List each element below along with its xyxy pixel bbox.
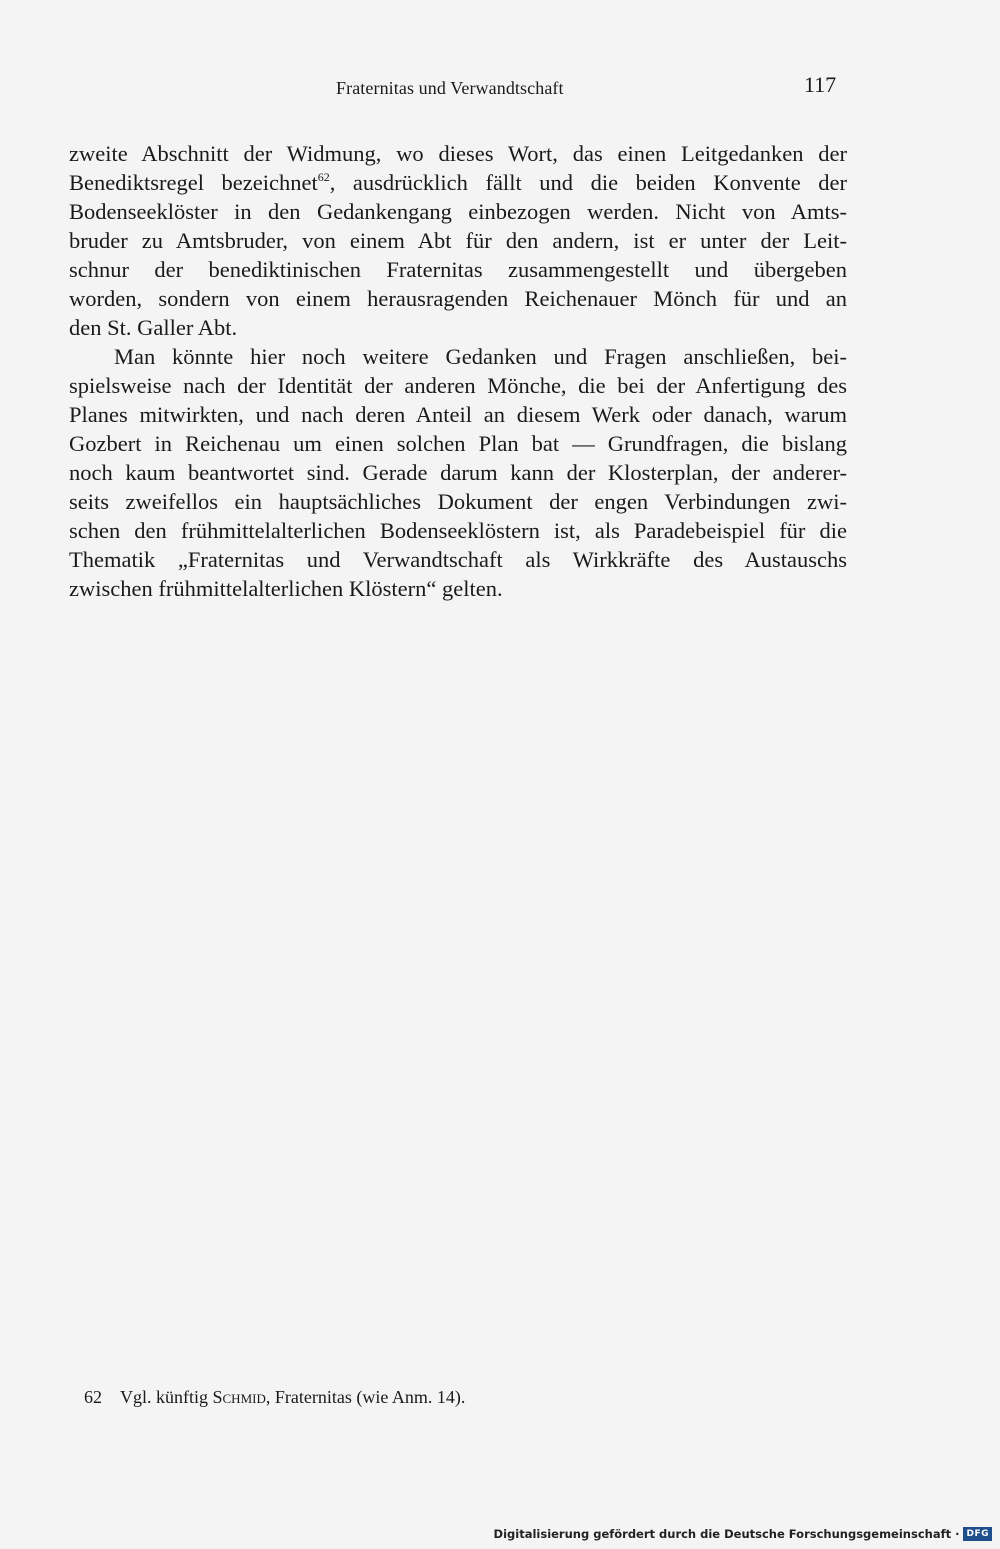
paragraph-2 xyxy=(69,342,847,603)
text-line: noch kaum beantwortet sind. Gerade darum kann der Klosterplan, der anderer- xyxy=(69,460,847,485)
running-title: Fraternitas und Verwandtschaft xyxy=(336,78,564,98)
credit-separator: · xyxy=(955,1527,960,1541)
text-line: Bodenseeklöster in den Gedankengang einbezogen werden. Nicht von Amts- xyxy=(69,199,847,224)
text-line: Thematik „Fraternitas und Verwandtschaft als Wirkkräfte des Austauschs xyxy=(69,547,847,572)
footnote-reference[interactable]: 62 xyxy=(317,170,330,184)
text-line: Gozbert in Reichenau um einen solchen Plan bat — Grundfragen, die bislang xyxy=(69,431,847,456)
footnote-author: Schmid xyxy=(212,1387,266,1407)
dfg-logo-icon: DFG xyxy=(963,1527,992,1541)
funding-credit-text: Digitalisierung gefördert durch die Deutsche Forschungsgemeinschaft xyxy=(493,1527,952,1541)
text-fragment: , ausdrücklich fällt und die beiden Konvente der xyxy=(329,170,847,195)
footnote-text: , Fraternitas (wie Anm. 14). xyxy=(265,1387,466,1407)
footnote-text: Vgl. künftig xyxy=(120,1387,213,1407)
footnote xyxy=(84,1387,465,1408)
body-text xyxy=(69,139,847,603)
text-fragment: Benediktsregel bezeichnet xyxy=(69,170,318,195)
text-line: Planes mitwirkten, und nach deren Anteil an diesem Werk oder danach, warum xyxy=(69,402,847,427)
text-line: Man könnte hier noch weitere Gedanken und Fragen anschließen, bei- xyxy=(114,344,847,369)
text-line xyxy=(69,168,847,197)
footnote-number: 62 xyxy=(84,1387,102,1407)
paragraph-1 xyxy=(69,139,847,342)
text-line: bruder zu Amtsbruder, von einem Abt für den andern, ist er unter der Leit- xyxy=(69,228,847,253)
text-line: zweite Abschnitt der Widmung, wo dieses Wort, das einen Leitgedanken der xyxy=(69,141,847,166)
text-line: schnur der benediktinischen Fraternitas zusammengestellt und übergeben xyxy=(69,257,847,282)
text-line: zwischen frühmittelalterlichen Klöstern“ gelten. xyxy=(69,576,503,601)
text-line: seits zweifellos ein hauptsächliches Dokument der engen Verbindungen zwi- xyxy=(69,489,847,514)
page-number: 117 xyxy=(804,72,837,97)
text-line: spielsweise nach der Identität der anderen Mönche, die bei der Anfertigung des xyxy=(69,373,847,398)
text-line: worden, sondern von einem herausragenden Reichenauer Mönch für und an xyxy=(69,286,847,311)
text-line: den St. Galler Abt. xyxy=(69,315,238,340)
funding-credit xyxy=(494,1527,992,1541)
text-line: schen den frühmittelalterlichen Bodenseeklöstern ist, als Paradebeispiel für die xyxy=(69,518,847,543)
